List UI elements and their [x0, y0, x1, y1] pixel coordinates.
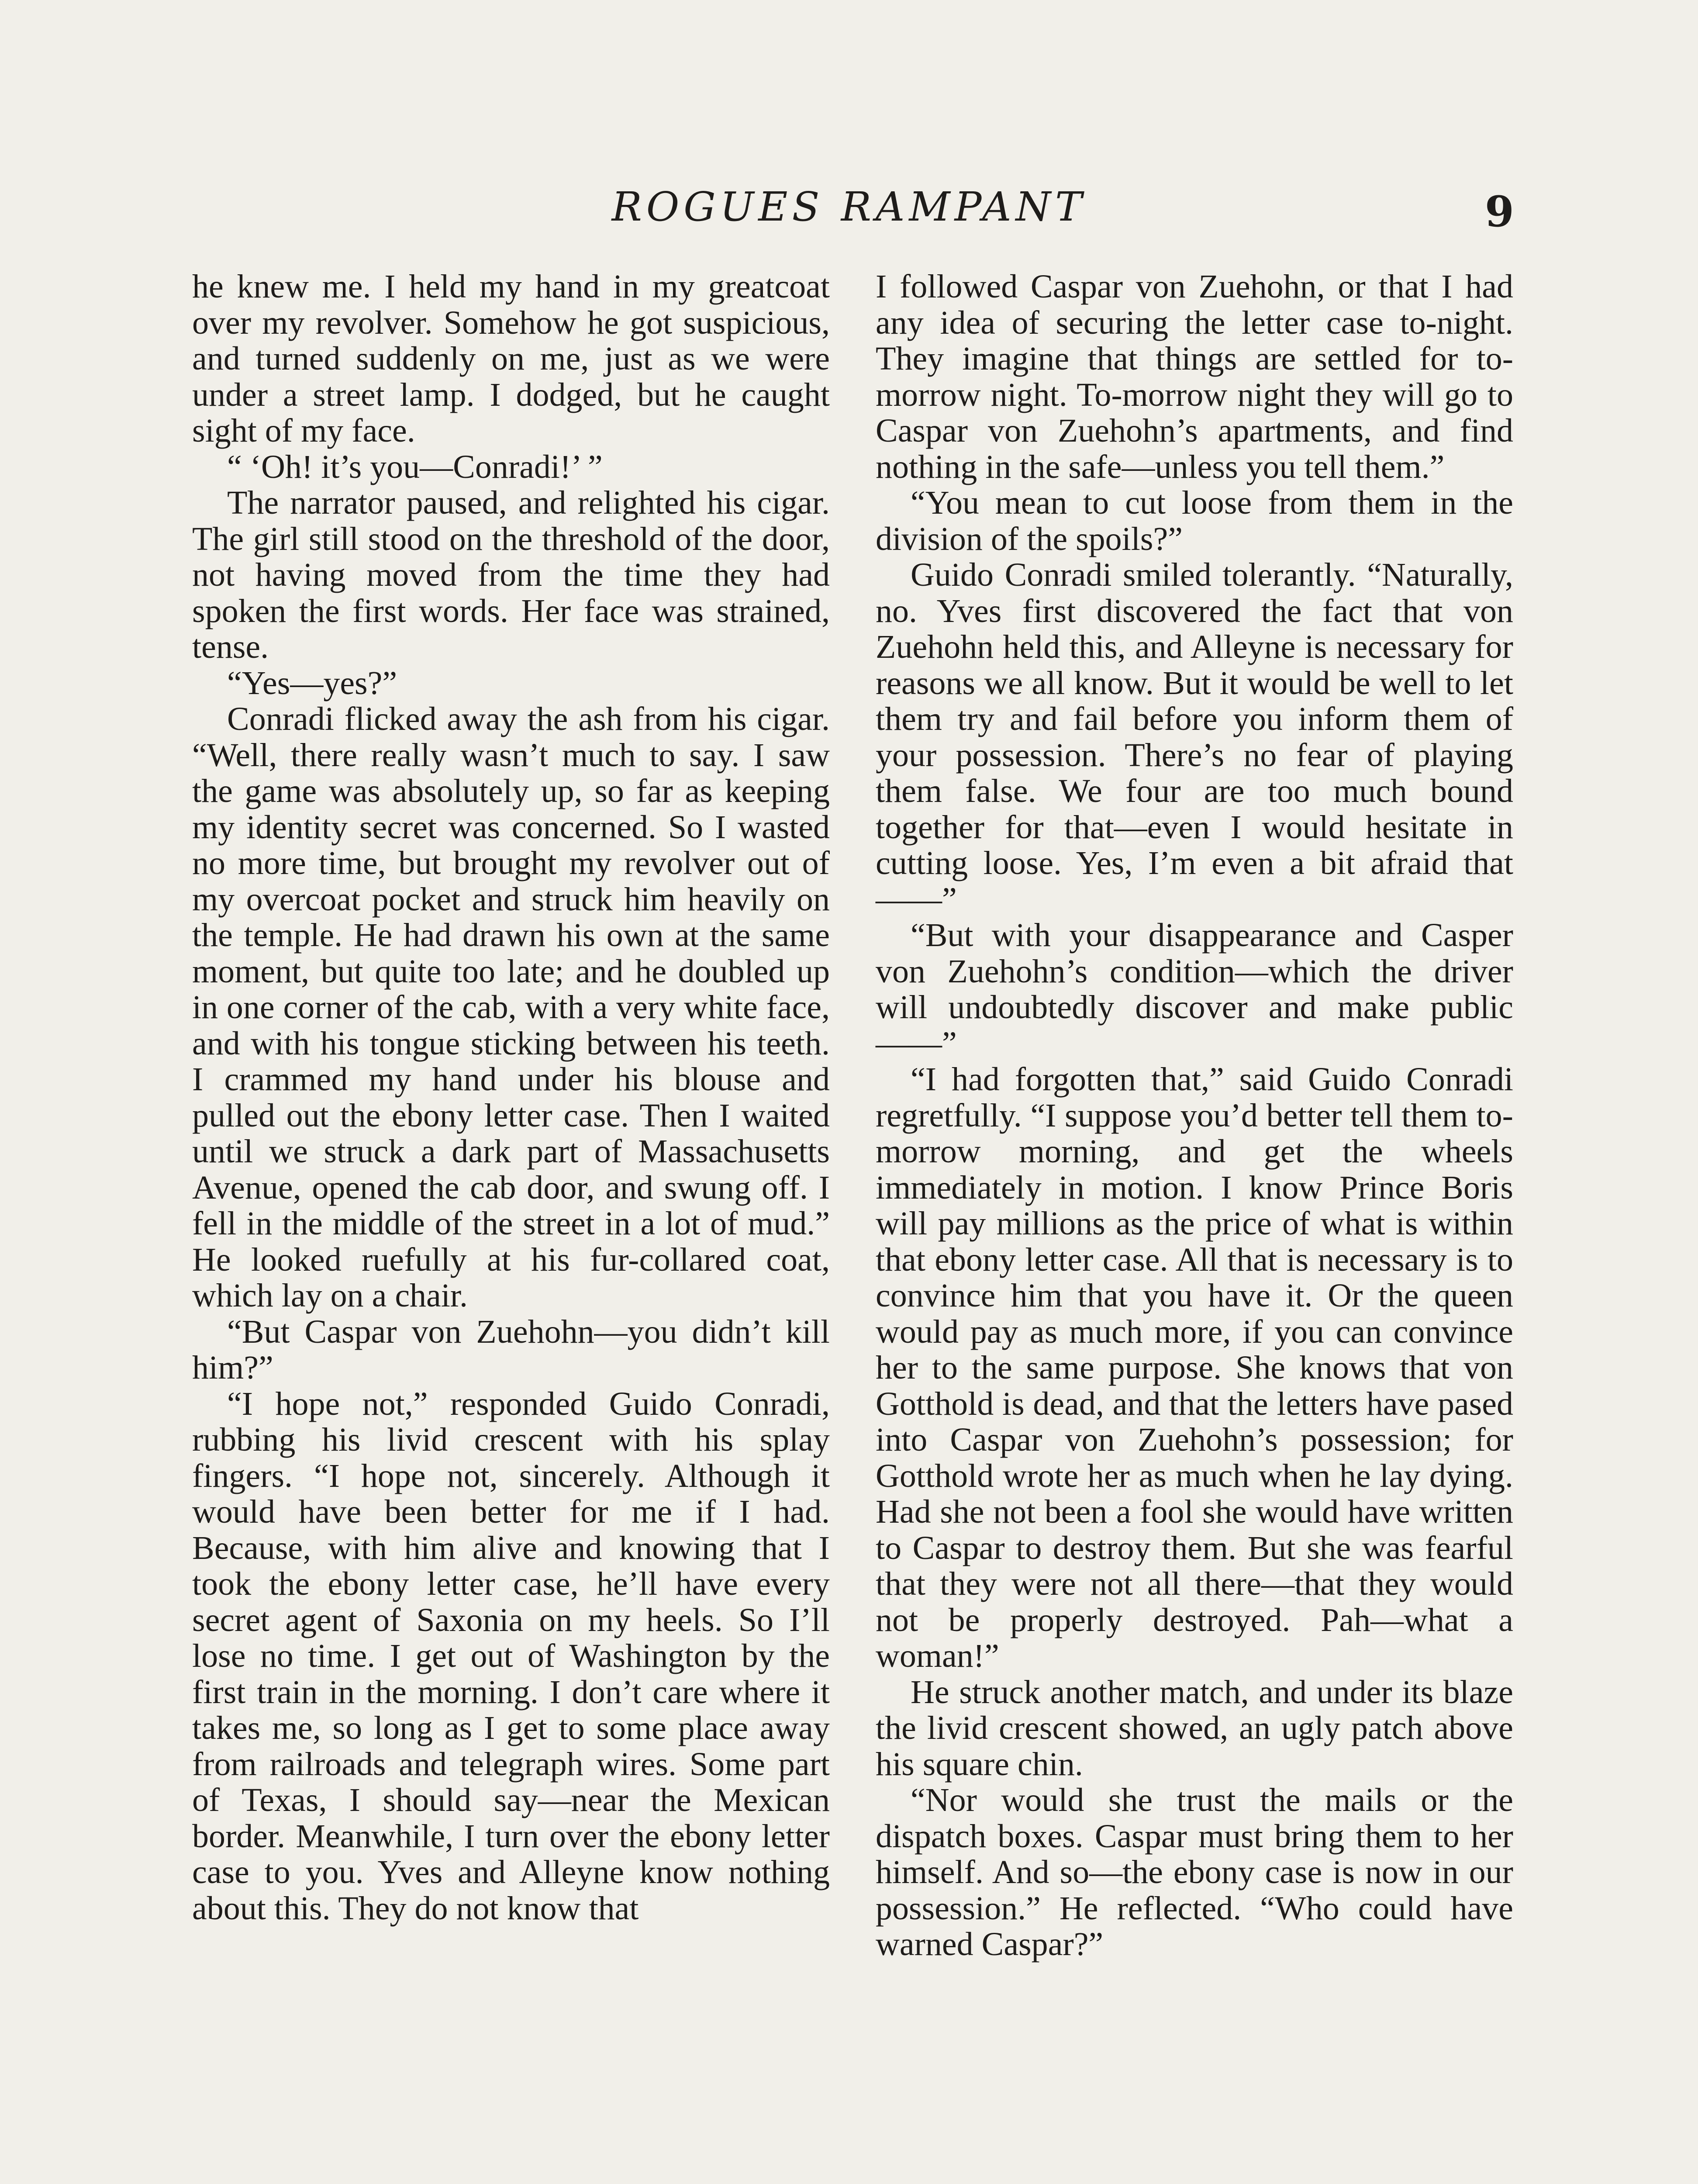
page-number: 9	[1485, 187, 1514, 236]
paragraph: “Nor would she trust the mails or the dispatch boxes. Caspar must bring them to her himself. And so—the ebony case is now in our possession.” He reflected. “Who could have warned Caspar?”	[876, 1782, 1513, 1963]
paragraph: “You mean to cut loose from them in the division of the spoils?”	[876, 484, 1513, 557]
paragraph: Guido Conradi smiled tolerantly. “Naturally, no. Yves first discovered the fact that von Zuehohn held this, and Alleyne is necessary for reasons we all know. But it would be well to let them try and fail before you inform them of your possession. There’s no fear of playing them false. We four are too much bound together for that—even I would hesitate in cutting loose. Yes, I’m even a bit afraid that——”	[876, 556, 1513, 918]
paragraph: “I hope not,” responded Guido Conradi, rubbing his livid crescent with his splay fingers. “I hope not, sincerely. Although it would have been better for me if I had. Because, with him alive and knowing that I took the ebony letter case, he’ll have every secret agent of Saxonia on my heels. So I’ll lose no time. I get out of Washington by the first train in the morning. I don’t care where it takes me, so long as I get to some place away from railroads and telegraph wires. Some part of Texas, I should say—near the Mexican border. Meanwhile, I turn over the ebony letter case to you. Yves and Alleyne know nothing about this. They do not know that	[192, 1385, 830, 1927]
paragraph: The narrator paused, and relighted his cigar. The girl still stood on the threshold of the door, not having moved from the time they had spoken the first words. Her face was strained, tense.	[192, 484, 830, 665]
paragraph: Conradi flicked away the ash from his cigar. “Well, there really wasn’t much to say. I saw the game was absolutely up, so far as keeping my identity secret was concerned. So I wasted no more time, but brought my revolver out of my overcoat pocket and struck him heavily on the temple. He had drawn his own at the same moment, but quite too late; and he doubled up in one corner of the cab, with a very white face, and with his tongue sticking between his teeth. I crammed my hand under his blouse and pulled out the ebony letter case. Then I waited until we struck a dark part of Massachusetts Avenue, opened the cab door, and swung off. I fell in the middle of the street in a lot of mud.” He looked ruefully at his fur-collared coat, which lay on a chair.	[192, 701, 830, 1314]
paragraph: “But Caspar von Zuehohn—you didn’t kill him?”	[192, 1313, 830, 1386]
running-title: ROGUES RAMPANT	[611, 183, 1087, 230]
paragraph: “But with your disappearance and Casper von Zuehohn’s condition—which the driver will undoubtedly discover and make public——”	[876, 917, 1513, 1062]
right-column	[876, 269, 1513, 1963]
paragraph: I followed Caspar von Zuehohn, or that I had any idea of securing the letter case to-night. They imagine that things are settled for to-morrow night. To-morrow night they will go to Caspar von Zuehohn’s apartments, and find nothing in the safe—unless you tell them.”	[876, 268, 1513, 485]
paragraph: “Yes—yes?”	[227, 664, 397, 702]
paragraph: He struck another match, and under its blaze the livid crescent showed, an ugly patch above his square chin.	[876, 1673, 1513, 1783]
left-column	[192, 269, 830, 1926]
paragraph: “ ‘Oh! it’s you—Conradi!’ ”	[227, 448, 603, 485]
paragraph: “I had forgotten that,” said Guido Conradi regretfully. “I suppose you’d better tell them to-morrow morning, and get the wheels immediately in motion. I know Prince Boris will pay millions as the price of what is within that ebony letter case. All that is necessary is to convince him that you have it. Or the queen would pay as much more, if you can convince her to the same purpose. She knows that von Gotthold is dead, and that the letters have pased into Caspar von Zuehohn’s possession; for Gotthold wrote her as much when he lay dying. Had she not been a fool she would have written to Caspar to destroy them. But she was fearful that they were not all there—that they would not be properly destroyed. Pah—what a woman!”	[876, 1061, 1513, 1674]
page-header	[0, 183, 1698, 245]
paragraph: he knew me. I held my hand in my greatcoat over my revolver. Somehow he got suspicious, and turned suddenly on me, just as we were under a street lamp. I dodged, but he caught sight of my face.	[192, 268, 830, 449]
